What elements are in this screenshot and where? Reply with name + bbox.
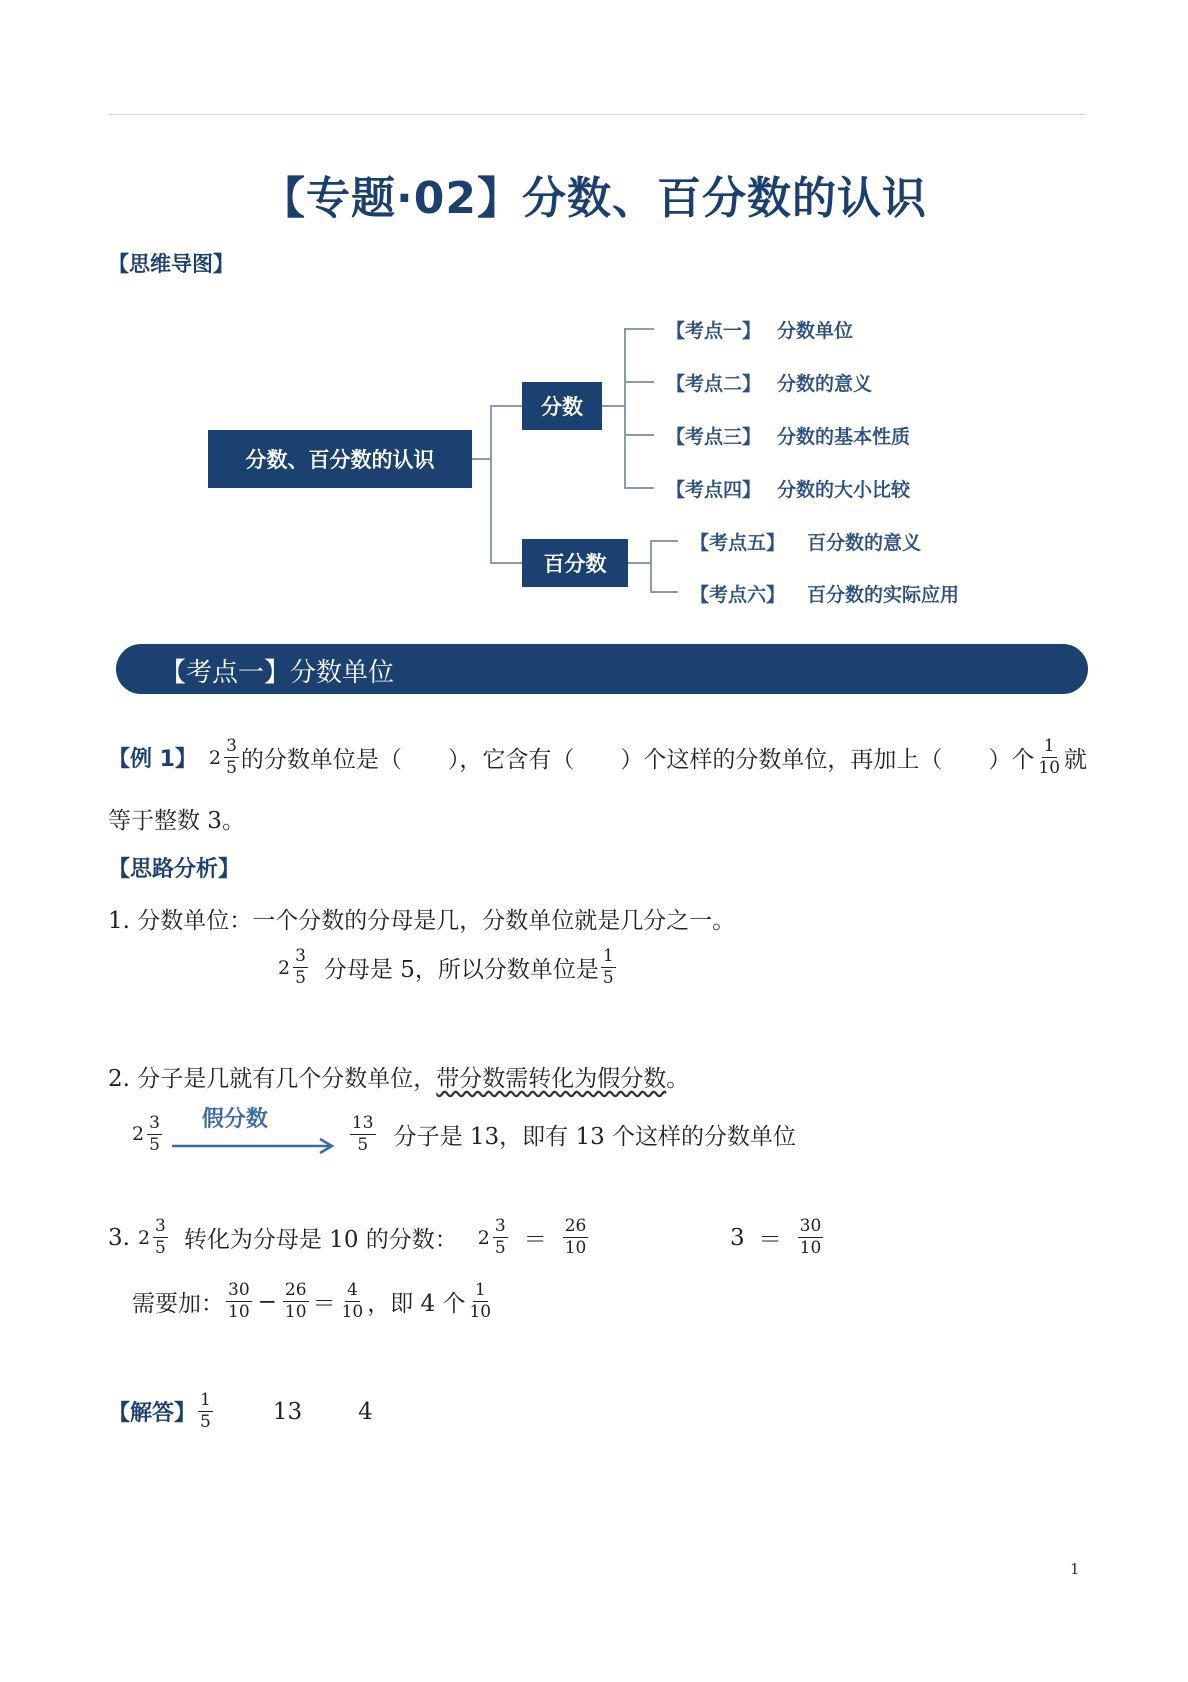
answer-3: 4 [358,1398,373,1425]
fraction: $\frac{30}{10}$ [228,1280,250,1322]
connector [650,540,652,592]
connector [624,381,654,383]
fraction: $\frac{13}{5}$ [351,1112,374,1155]
right-arrow-icon [168,1106,340,1162]
section-banner-title: 【考点一】分数单位 [160,658,395,688]
mixed-number: 2 $\frac{3}{5}$ [477,1216,506,1258]
connector [472,458,490,460]
connector [650,591,678,593]
answer-label: 【解答】 [108,1401,197,1426]
connector [490,405,522,407]
mindmap-branch-percent: 百分数 [522,539,628,587]
mindmap-root: 分数、百分数的认识 [208,430,472,488]
question-text: 的分数单位是（ ），它含有（ ）个这样的分数单位，再加上（ ）个 [240,747,1035,773]
example-question [108,738,1087,777]
step-3-calculation: 需要加： $\frac{30}{10}$ − $\frac{26}{10}$ ＝ $\frac{4}{10}$ ，即 4 个 $\frac{1}{10}$ [132,1280,492,1322]
answer-1: $\frac{1}{5}$ [200,1390,211,1432]
step-3-line: 3. 2 $\frac{3}{5}$ 转化为分母是 10 的分数： 2 $\frac{3}{5}$ ＝ $\frac{26}{10}$ [108,1216,587,1258]
fraction: $\frac{30}{10}$ [799,1216,822,1258]
header-rule [108,114,1086,115]
step-3-three: 3 ＝ $\frac{30}{10}$ [730,1216,822,1258]
connector [624,487,654,489]
mindmap-leaf: 【考点一】 分数单位 [666,320,854,342]
mixed-number: 2 $\frac{3}{5}$ [132,1112,160,1155]
example-label: 【例 1】 [108,747,197,772]
analysis-heading: 【思路分析】 [108,857,241,882]
answer-row [108,1392,373,1431]
step-1-detail: 2 $\frac{3}{5}$ 分母是 5，所以分数单位是 $\frac{1}{5}$ [278,946,614,988]
mindmap-branch-fraction: 分数 [522,382,602,430]
connector [490,405,492,563]
fraction: $\frac{1}{5}$ [602,946,614,988]
step-2-detail: 2 $\frac{3}{5}$ 假分数 $\frac{13}{5}$ 分子是 13，即有 13 个这样的分数单位 [132,1106,796,1162]
step-2-text: 2. 分子是几就有几个分数单位，带分数需转化为假分数。 [108,1066,690,1092]
fraction: $\frac{26}{10}$ [284,1280,307,1322]
connector [624,328,626,488]
fraction: $\frac{26}{10}$ [564,1216,587,1258]
fraction: $\frac{1}{10}$ [1038,736,1061,778]
mindmap-leaf: 【考点四】 分数的大小比较 [666,479,911,501]
mixed-number: 2 $\frac{3}{5}$ [278,946,306,988]
question-text: 就 [1064,747,1088,773]
question-line-2: 等于整数 3。 [108,808,245,834]
conversion-arrow: 假分数 [168,1106,340,1162]
mindmap-leaf: 【考点三】 分数的基本性质 [666,426,911,448]
mindmap-leaf: 【考点二】 分数的意义 [666,373,873,395]
fraction: $\frac{4}{10}$ [341,1280,364,1322]
mindmap-leaf: 【考点五】 百分数的意义 [690,532,922,554]
step-1-text: 1. 分数单位：一个分数的分母是几，分数单位就是几分之一。 [108,908,736,934]
connector [650,540,678,542]
page-number: 1 [1070,1560,1080,1578]
connector [624,434,654,436]
connector [602,405,624,407]
answer-2: 13 [272,1398,303,1425]
connector [628,562,650,564]
mixed-number: 2 $\frac{3}{5}$ [208,736,237,778]
page-title: 【专题·02】分数、百分数的认识 [261,173,927,224]
connector [624,328,654,330]
connector [490,562,522,564]
mixed-number: 2 $\frac{3}{5}$ [137,1216,166,1258]
mindmap-heading: 【思维导图】 [108,252,234,276]
fraction: $\frac{1}{10}$ [469,1280,492,1322]
mindmap-leaf: 【考点六】 百分数的实际应用 [690,584,960,606]
